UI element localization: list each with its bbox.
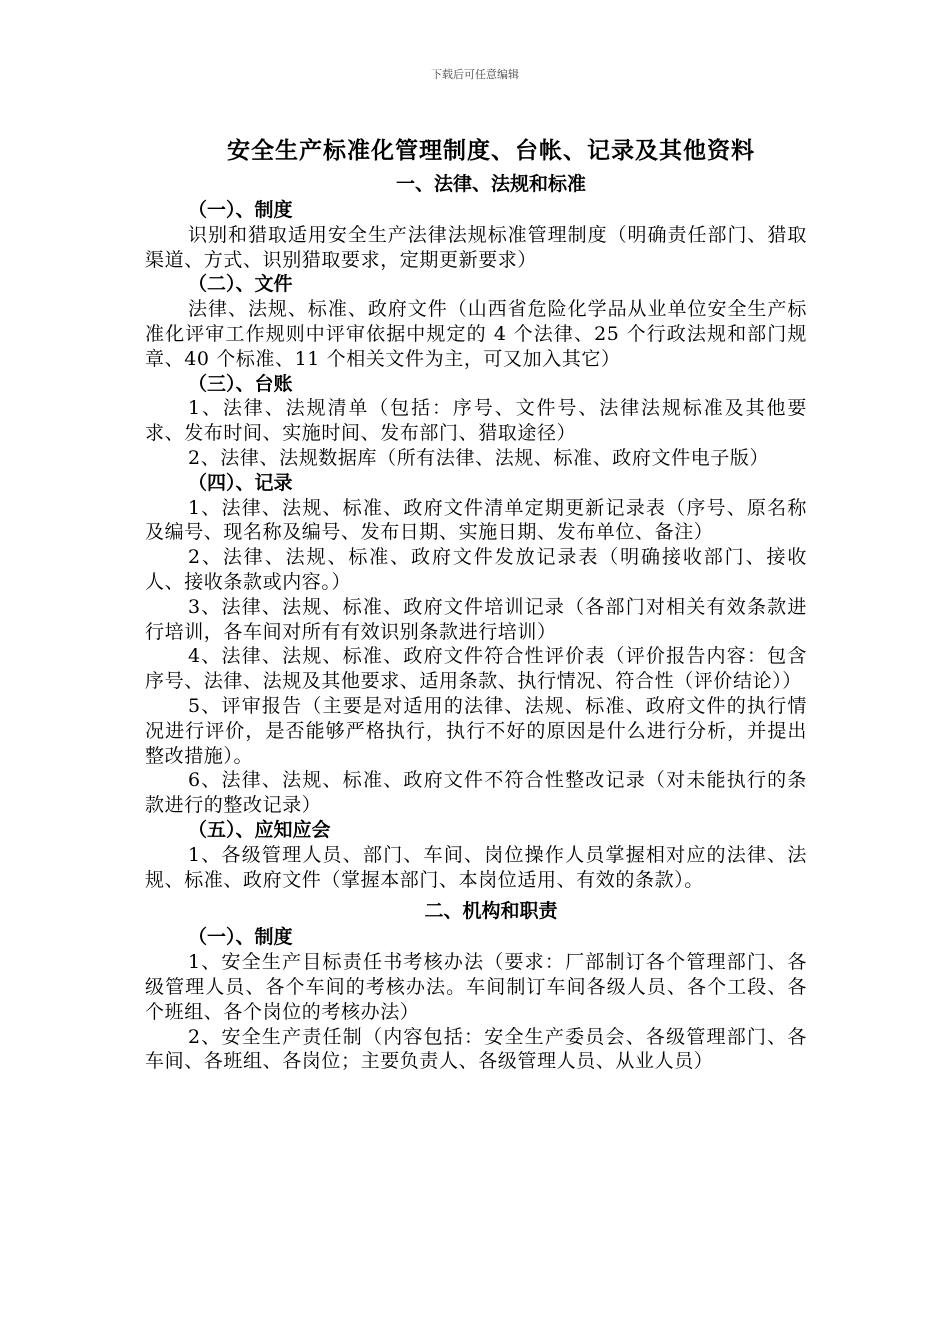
paragraph: 1、各级管理人员、部门、车间、岗位操作人员掌握相对应的法律、法规、标准、政府文件（掌握本部门、本岗位适用、有效的条款）。 xyxy=(145,843,807,891)
paragraph: 3、法律、法规、标准、政府文件培训记录（各部门对相关有效条款进行培训，各车间对所有有效识别条款进行培训） xyxy=(145,595,807,643)
section-heading-2: 二、机构和职责 xyxy=(424,900,558,923)
subsection-heading: （一）、制度 xyxy=(188,926,293,949)
paragraph: 5、评审报告（主要是对适用的法律、法规、标准、政府文件的执行情况进行评价，是否能够严格执行，执行不好的原因是什么进行分析，并提出整改措施）。 xyxy=(145,694,807,767)
paragraph: 4、法律、法规、标准、政府文件符合性评价表（评价报告内容：包含序号、法律、法规及其他要求、适用条款、执行情况、符合性（评价结论）） xyxy=(145,645,807,693)
paragraph: 识别和猎取适用安全生产法律法规标准管理制度（明确责任部门、猎取渠道、方式、识别猎取要求，定期更新要求） xyxy=(145,223,807,271)
paragraph: 6、法律、法规、标准、政府文件不符合性整改记录（对未能执行的条款进行的整改记录） xyxy=(145,769,807,817)
subsection-heading: （一）、制度 xyxy=(188,199,293,221)
subsection-heading: （四）、记录 xyxy=(188,471,293,494)
subsection-heading: （二）、文件 xyxy=(188,273,293,296)
paragraph: 2、法律、法规、标准、政府文件发放记录表（明确接收部门、接收人、接收条款或内容。） xyxy=(145,546,807,593)
subsection-heading: （三）、台账 xyxy=(188,372,293,395)
section-heading-1: 一、法律、法规和标准 xyxy=(395,173,586,195)
page-header: 下载后可任意编辑 xyxy=(431,68,519,81)
paragraph: 1、安全生产目标责任书考核办法（要求：厂部制订各个管理部门、各级管理人员、各个车间的考核办法。车间制订车间各级人员、各个工段、各个班组、各个岗位的考核办法） xyxy=(145,951,807,1023)
document-body xyxy=(145,132,807,1074)
paragraph: 2、法律、法规数据库（所有法律、法规、标准、政府文件电子版） xyxy=(188,446,770,469)
paragraph: 1、法律、法规清单（包括：序号、文件号、法律法规标准及其他要求、发布时间、实施时间、发布部门、猎取途径） xyxy=(145,397,807,445)
subsection-heading: （五）、应知应会 xyxy=(188,818,331,841)
document-title: 安全生产标准化管理制度、台帐、记录及其他资料 xyxy=(227,138,755,164)
paragraph: 1、法律、法规、标准、政府文件清单定期更新记录表（序号、原名称及编号、现名称及编号、发布日期、实施日期、发布单位、备注） xyxy=(145,496,807,544)
paragraph: 2、安全生产责任制（内容包括：安全生产委员会、各级管理部门、各车间、各班组、各岗位；主要负责人、各级管理人员、从业人员） xyxy=(145,1025,807,1073)
paragraph: 法律、法规、标准、政府文件（山西省危险化学品从业单位安全生产标准化评审工作规则中评审依据中规定的 4 个法律、25 个行政法规和部门规章、40 个标准、11 个相关文件为主，可又加入其它） xyxy=(145,298,807,370)
